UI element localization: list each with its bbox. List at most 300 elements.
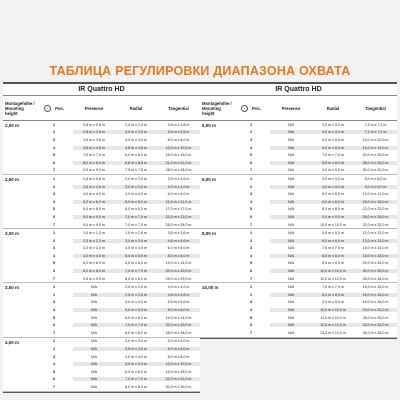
table-row — [232, 190, 397, 198]
presence-cell: N/A — [270, 200, 312, 204]
tangential-cell: 10,0 m x 10,0 m — [157, 362, 200, 366]
table-row — [35, 306, 200, 314]
radial-cell: 6,0 m x 6,0 m — [312, 146, 354, 150]
position-cell: 6 — [52, 214, 56, 219]
position-cell: 5 — [249, 153, 253, 158]
presence-cell: N/A — [73, 347, 115, 351]
presence-cell: 6,0 m x 6,0 m — [73, 200, 115, 204]
table-row — [35, 190, 200, 198]
table-row — [35, 291, 200, 299]
mounting-height-value: 3,50 m — [5, 285, 20, 291]
presence-cell: 4,0 m x 4,0 m — [83, 192, 105, 197]
header-mounting-height: Montagehöhe / Mounting height — [202, 100, 232, 116]
presence-cell: N/A — [73, 377, 115, 381]
presence-cell: N/A — [73, 308, 115, 312]
position-cell: 7 — [249, 168, 253, 173]
tangential-cell: 32,0 m x 32,0 m — [354, 323, 397, 327]
radial-cell: 5,0 m x 5,0 m — [322, 137, 344, 142]
tangential-cell: 36,0 m x 36,0 m — [362, 330, 389, 335]
header-position — [232, 96, 270, 120]
radial-cell: 2,5 m x 2,5 m — [115, 293, 157, 297]
presence-cell: N/A — [288, 207, 294, 212]
presence-cell: N/A — [270, 308, 312, 312]
tangential-cell: 5,6 m x 5,6 m — [167, 300, 190, 305]
table-row — [35, 383, 200, 391]
radial-cell: 7,0 m x 7,0 m — [322, 153, 344, 158]
radial-cell: 6,0 m x 6,0 m — [125, 207, 147, 212]
radial-cell: 8,0 m x 8,0 m — [312, 293, 354, 297]
coverage-table-left — [3, 82, 200, 393]
position-cell: 1 — [249, 285, 253, 290]
position-cell: 7 — [52, 168, 56, 173]
table-row — [35, 283, 200, 291]
radial-cell: 5,0 m x 5,0 m — [322, 231, 344, 236]
position-cell: 6 — [249, 323, 253, 328]
table-row — [35, 229, 200, 237]
position-cell: 1 — [249, 231, 253, 236]
presence-cell: 0,8 m x 0,8 m — [83, 122, 105, 127]
presence-cell: N/A — [288, 222, 294, 227]
presence-cell: 8,0 m x 8,0 m — [73, 161, 115, 165]
radial-cell: 3,0 m x 3,0 m — [115, 185, 157, 189]
table-row — [232, 314, 397, 322]
tangential-cell: 18,0 m x 18,0 m — [354, 254, 397, 258]
tangential-cell: 4,6 m x 4,6 m — [157, 239, 200, 243]
tangential-cell: 22,0 m x 22,0 m — [362, 207, 389, 212]
tangential-cell: 28,0 m x 28,0 m — [165, 222, 192, 227]
tangential-cell: 6,0 m x 6,0 m — [167, 192, 190, 197]
tangential-cell: 28,0 m x 28,0 m — [165, 168, 192, 173]
radial-cell: 8,0 m x 8,0 m — [125, 276, 147, 281]
tangential-cell: 29,0 m x 29,0 m — [165, 276, 192, 281]
radial-cell: 7,5 m x 7,5 m — [125, 168, 147, 173]
table-row — [232, 260, 397, 268]
radial-cell: 7,0 m x 7,0 m — [115, 269, 157, 273]
radial-cell: 5,0 m x 5,0 m — [322, 192, 344, 197]
position-cell: 4 — [52, 308, 56, 313]
radial-cell: 7,0 m x 7,0 m — [115, 215, 157, 219]
radial-cell: 4,0 m x 4,0 m — [125, 192, 147, 197]
position-cell: 1 — [52, 122, 56, 127]
presence-cell: N/A — [288, 300, 294, 305]
position-cell: 3 — [249, 137, 253, 142]
table-row — [35, 151, 200, 159]
tangential-cell: 5,0 m x 5,0 m — [167, 339, 190, 344]
presence-cell: 3,6 m x 3,6 m — [83, 137, 105, 142]
position-cell: 7 — [52, 222, 56, 227]
presence-cell: N/A — [270, 254, 312, 258]
tangential-cell: 12,0 m x 12,0 m — [362, 192, 389, 197]
radial-cell: 2,0 m x 2,0 m — [125, 176, 147, 181]
presence-cell: 3,0 m x 3,0 m — [83, 246, 105, 251]
radial-cell: 9,0 m x 9,0 m — [322, 168, 344, 173]
presence-cell: N/A — [91, 339, 97, 344]
tangential-cell: 3,6 m x 3,6 m — [167, 231, 190, 236]
radial-cell: 12,0 m x 12,0 m — [312, 323, 354, 327]
position-cell: 6 — [249, 214, 253, 219]
presence-cell: 2,6 m x 2,6 m — [73, 185, 115, 189]
presence-cell: 8,0 m x 8,0 m — [73, 269, 115, 273]
table-row — [232, 299, 397, 307]
table-row — [232, 167, 397, 175]
tangential-cell: 3,8 m x 3,8 m — [167, 122, 190, 127]
radial-cell: 4,0 m x 4,0 m — [125, 300, 147, 305]
table-row — [232, 283, 397, 291]
tangential-cell: 15,0 m x 15,0 m — [362, 246, 389, 251]
position-cell: 4 — [52, 199, 56, 204]
position-cell: 2 — [52, 184, 56, 189]
table-row — [35, 345, 200, 353]
table-row — [232, 198, 397, 206]
radial-cell: 8,0 m x 8,0 m — [125, 330, 147, 335]
position-cell: 4 — [249, 145, 253, 150]
mounting-height-value: 2,00 m — [5, 123, 20, 128]
position-cell: 3 — [249, 192, 253, 197]
height-group — [3, 175, 200, 229]
header-presence: Presence — [281, 105, 301, 111]
table-row — [35, 144, 200, 152]
presence-cell: N/A — [91, 285, 97, 290]
radial-cell: 3,0 m x 3,0 m — [115, 130, 157, 134]
presence-cell: N/A — [288, 176, 294, 181]
table-row — [232, 275, 397, 283]
tangential-cell: 22,0 m x 22,0 m — [157, 377, 200, 381]
table-row — [35, 360, 200, 368]
radial-cell: 2,0 m x 2,0 m — [125, 285, 147, 290]
presence-cell: 4,8 m x 4,8 m — [73, 146, 115, 150]
radial-cell: 3,5 m x 3,5 m — [115, 347, 157, 351]
position-cell: 6 — [52, 377, 56, 382]
mounting-height-value: 5,00 m — [202, 123, 217, 128]
position-cell: 7 — [52, 330, 56, 335]
tangential-cell: 28,0 m x 28,0 m — [165, 330, 192, 335]
tangential-cell: 26,0 m x 26,0 m — [362, 315, 389, 320]
presence-cell: N/A — [91, 300, 97, 305]
tangential-cell: 7,2 m x 7,2 m — [364, 122, 387, 127]
position-cell: 1 — [249, 176, 253, 181]
tangential-cell: 8,0 m x 8,0 m — [364, 176, 387, 181]
tangential-cell: 20,0 m x 20,0 m — [157, 269, 200, 273]
presence-cell: 9,0 m x 9,0 m — [83, 168, 105, 173]
presence-cell: 6,0 m x 6,0 m — [83, 261, 105, 266]
radial-cell: 6,0 m x 6,0 m — [125, 261, 147, 266]
radial-cell: 2,4 m x 2,4 m — [125, 122, 147, 127]
table-row — [35, 213, 200, 221]
tangential-cell: 14,0 m x 14,0 m — [165, 315, 192, 320]
header-presence: Presence — [84, 105, 104, 111]
height-group — [200, 175, 397, 229]
position-cell: 6 — [249, 160, 253, 165]
product-name: IR Quattro HD — [200, 84, 397, 96]
height-group — [200, 229, 397, 283]
table-row — [232, 151, 397, 159]
table-row — [35, 175, 200, 183]
tangential-cell: 24,0 m x 24,0 m — [362, 261, 389, 266]
sensor-dial-icon — [241, 105, 248, 112]
position-cell: 5 — [52, 261, 56, 266]
radial-cell: 7,0 m x 7,0 m — [125, 222, 147, 227]
tangential-cell: 21,0 m x 21,0 m — [157, 161, 200, 165]
position-cell: 5 — [52, 369, 56, 374]
position-cell: 2 — [52, 238, 56, 243]
position-cell: 4 — [52, 362, 56, 367]
position-cell: 4 — [249, 253, 253, 258]
tangential-cell: 11,0 m x 11,0 m — [157, 200, 200, 204]
mounting-height-value: 2,50 m — [5, 177, 20, 183]
radial-cell: 10,0 m x 10,0 m — [312, 269, 354, 273]
radial-cell: 12,0 m x 12,0 m — [320, 276, 346, 281]
radial-cell: 9,0 m x 9,0 m — [322, 300, 344, 305]
table-row — [35, 121, 200, 129]
table-row — [232, 121, 397, 129]
position-cell: 1 — [52, 231, 56, 236]
table-row — [35, 159, 200, 167]
tangential-cell: 16,0 m x 16,0 m — [354, 200, 397, 204]
position-cell: 6 — [52, 269, 56, 274]
position-cell: 5 — [249, 315, 253, 320]
tangential-cell: 4,0 m x 4,0 m — [157, 185, 200, 189]
radial-cell: 5,0 m x 5,0 m — [115, 200, 157, 204]
table-row — [35, 299, 200, 307]
radial-cell: 6,0 m x 6,0 m — [125, 315, 147, 320]
sensor-dial-icon — [44, 105, 51, 112]
tangential-cell: 6,0 m x 6,0 m — [167, 246, 190, 251]
presence-cell: N/A — [288, 122, 294, 127]
radial-cell: 4,0 m x 4,0 m — [312, 130, 354, 134]
position-cell: 7 — [249, 330, 253, 335]
radial-cell: 9,0 m x 9,0 m — [322, 261, 344, 266]
position-cell: 2 — [249, 292, 253, 297]
presence-cell: N/A — [288, 315, 294, 320]
radial-cell: 7,0 m x 7,0 m — [115, 377, 157, 381]
mounting-height-value: 10,00 m — [202, 285, 219, 291]
tangential-cell: 8,0 m x 8,0 m — [167, 137, 190, 142]
radial-cell: 8,0 m x 8,0 m — [312, 254, 354, 258]
table-header — [3, 96, 200, 121]
presence-cell: 7,0 m x 7,0 m — [83, 153, 105, 158]
radial-cell: 6,0 m x 6,0 m — [312, 239, 354, 243]
position-cell: 2 — [249, 130, 253, 135]
table-row — [35, 353, 200, 361]
position-cell: 4 — [52, 253, 56, 258]
presence-cell: N/A — [270, 130, 312, 134]
table-row — [35, 206, 200, 214]
presence-cell: 1,0 m x 1,0 m — [83, 231, 105, 236]
header-radial: Radial — [129, 105, 143, 111]
table-row — [35, 260, 200, 268]
table-row — [35, 237, 200, 245]
position-cell: 1 — [52, 176, 56, 181]
table-row — [35, 252, 200, 260]
position-cell: 3 — [249, 300, 253, 305]
position-cell: 4 — [249, 199, 253, 204]
position-cell: 2 — [249, 184, 253, 189]
tangential-cell: 15,0 m x 15,0 m — [165, 369, 192, 374]
height-group — [3, 338, 200, 392]
position-cell: 5 — [52, 315, 56, 320]
position-cell: 1 — [249, 122, 253, 127]
tangential-cell: 8,0 m x 8,0 m — [157, 308, 200, 312]
position-cell: 6 — [52, 323, 56, 328]
radial-cell: 4,0 m x 4,0 m — [125, 354, 147, 359]
position-cell: 6 — [249, 269, 253, 274]
table-row — [35, 183, 200, 191]
tangential-cell: 13,0 m x 13,0 m — [354, 239, 397, 243]
tangential-cell: 30,0 m x 30,0 m — [362, 168, 389, 173]
position-cell: 4 — [52, 145, 56, 150]
presence-cell: N/A — [288, 168, 294, 173]
header-radial: Radial — [326, 105, 340, 111]
radial-cell: 6,0 m x 6,0 m — [125, 369, 147, 374]
header-tangential: Tangential — [365, 105, 386, 111]
tangential-cell: 16,0 m x 16,0 m — [354, 293, 397, 297]
position-cell: 2 — [52, 347, 56, 352]
tangential-cell: 15,0 m x 15,0 m — [362, 285, 389, 290]
radial-cell: 6,0 m x 6,0 m — [125, 153, 147, 158]
tangential-cell: 18,0 m x 18,0 m — [362, 300, 389, 305]
tangential-cell: 12,0 m x 12,0 m — [362, 231, 389, 236]
presence-cell: N/A — [288, 246, 294, 251]
table-row — [35, 136, 200, 144]
presence-cell: N/A — [91, 330, 97, 335]
tangential-cell: 28,0 m x 28,0 m — [354, 215, 397, 219]
table-body — [3, 121, 200, 392]
tangential-cell: 20,0 m x 20,0 m — [362, 153, 389, 158]
presence-cell: N/A — [91, 369, 97, 374]
table-row — [232, 329, 397, 337]
presence-cell: N/A — [91, 315, 97, 320]
radial-cell: 11,0 m x 11,0 m — [320, 315, 346, 320]
radial-cell: 1,6 m x 1,6 m — [125, 231, 147, 236]
table-row — [35, 321, 200, 329]
tangential-cell: 32,0 m x 32,0 m — [362, 222, 389, 227]
table-row — [35, 167, 200, 175]
height-group — [3, 121, 200, 175]
mounting-height-value: 3,00 m — [5, 231, 20, 237]
position-cell: 7 — [249, 276, 253, 281]
presence-cell: N/A — [288, 276, 294, 281]
header-tangential: Tangential — [168, 105, 189, 111]
position-cell: 7 — [52, 276, 56, 281]
mounting-height-value: 6,00 m — [202, 177, 217, 183]
tangential-cell: 10,0 m x 10,0 m — [362, 137, 389, 142]
presence-cell: N/A — [73, 362, 115, 366]
tangential-cell: 30,0 m x 30,0 m — [354, 269, 397, 273]
table-header — [200, 96, 397, 121]
tangential-cell: 4,0 m x 4,0 m — [167, 285, 190, 290]
presence-cell: N/A — [91, 354, 97, 359]
radial-cell: 5,0 m x 5,0 m — [115, 362, 157, 366]
position-cell: 3 — [52, 300, 56, 305]
tangential-cell: 7,2 m x 7,2 m — [354, 130, 397, 134]
position-cell: 4 — [249, 308, 253, 313]
header-position — [35, 96, 73, 120]
tangential-cell: 34,0 m x 34,0 m — [362, 276, 389, 281]
tangential-cell: 30,0 m x 30,0 m — [165, 384, 192, 389]
height-group — [3, 229, 200, 283]
table-row — [35, 329, 200, 337]
position-cell: 1 — [52, 339, 56, 344]
presence-cell: 0,8 m x 0,8 m — [83, 176, 105, 181]
table-row — [35, 368, 200, 376]
table-row — [232, 252, 397, 260]
table-row — [232, 245, 397, 253]
height-group — [200, 283, 397, 337]
radial-cell: 7,0 m x 7,0 m — [115, 323, 157, 327]
radial-cell: 3,0 m x 3,0 m — [125, 339, 147, 344]
header-position-label: Pos. — [252, 105, 261, 111]
position-cell: 5 — [249, 207, 253, 212]
product-name: IR Quattro HD — [3, 84, 200, 96]
position-cell: 5 — [249, 261, 253, 266]
radial-cell: 8,0 m x 8,0 m — [322, 207, 344, 212]
radial-cell: 5,0 m x 5,0 m — [115, 308, 157, 312]
tangential-cell: 15,0 m x 15,0 m — [165, 153, 192, 158]
tangential-cell: 20,0 m x 20,0 m — [157, 323, 200, 327]
position-cell: 7 — [249, 222, 253, 227]
presence-cell: N/A — [288, 330, 294, 335]
tangential-cell: 3,5 m x 3,5 m — [167, 176, 190, 181]
presence-cell: N/A — [288, 285, 294, 290]
tangential-cell: 20,0 m x 20,0 m — [354, 308, 397, 312]
tangential-cell: 6,0 m x 6,0 m — [157, 347, 200, 351]
table-row — [232, 144, 397, 152]
position-cell: 3 — [249, 246, 253, 251]
table-row — [35, 221, 200, 229]
radial-cell: 6,0 m x 6,0 m — [312, 200, 354, 204]
table-row — [232, 321, 397, 329]
position-cell: 2 — [52, 130, 56, 135]
radial-cell: 10,0 m x 10,0 m — [312, 308, 354, 312]
position-cell: 2 — [52, 292, 56, 297]
table-row — [232, 159, 397, 167]
radial-cell: 4,0 m x 4,0 m — [312, 185, 354, 189]
table-row — [35, 198, 200, 206]
table-row — [232, 237, 397, 245]
header-mounting-height: Montagehöhe / Mounting height — [5, 100, 35, 116]
presence-cell: 9,0 m x 9,0 m — [73, 215, 115, 219]
mounting-height-value: 8,00 m — [202, 231, 217, 237]
presence-cell: N/A — [270, 269, 312, 273]
tangential-cell: 8,0 m x 8,0 m — [167, 354, 190, 359]
page-title: ТАБЛИЦА РЕГУЛИРОВКИ ДИАПАЗОНА ОХВАТА — [49, 64, 351, 78]
tangential-cell: 5,5 m x 5,5 m — [157, 130, 200, 134]
position-cell: 3 — [52, 354, 56, 359]
tangential-cell: 8,0 m x 8,0 m — [157, 254, 200, 258]
position-cell: 6 — [52, 160, 56, 165]
radial-cell: 8,0 m x 8,0 m — [312, 161, 354, 165]
tangential-cell: 9,0 m x 9,0 m — [354, 185, 397, 189]
position-cell: 1 — [52, 285, 56, 290]
table-row — [35, 314, 200, 322]
coverage-table-right — [200, 82, 397, 339]
radial-cell: 10,0 m x 10,0 m — [320, 222, 346, 227]
table-row — [35, 275, 200, 283]
tangential-cell: 4,8 m x 4,8 m — [157, 293, 200, 297]
height-group — [200, 121, 397, 175]
table-row — [232, 229, 397, 237]
presence-cell: N/A — [270, 161, 312, 165]
position-cell: 5 — [52, 207, 56, 212]
presence-cell: N/A — [73, 323, 115, 327]
table-row — [35, 129, 200, 137]
presence-cell: N/A — [270, 185, 312, 189]
tangential-cell: 14,0 m x 14,0 m — [165, 261, 192, 266]
table-row — [35, 338, 200, 346]
header-position-label: Pos. — [55, 105, 64, 111]
tangential-cell: 14,0 m x 14,0 m — [354, 146, 397, 150]
presence-cell: N/A — [270, 215, 312, 219]
